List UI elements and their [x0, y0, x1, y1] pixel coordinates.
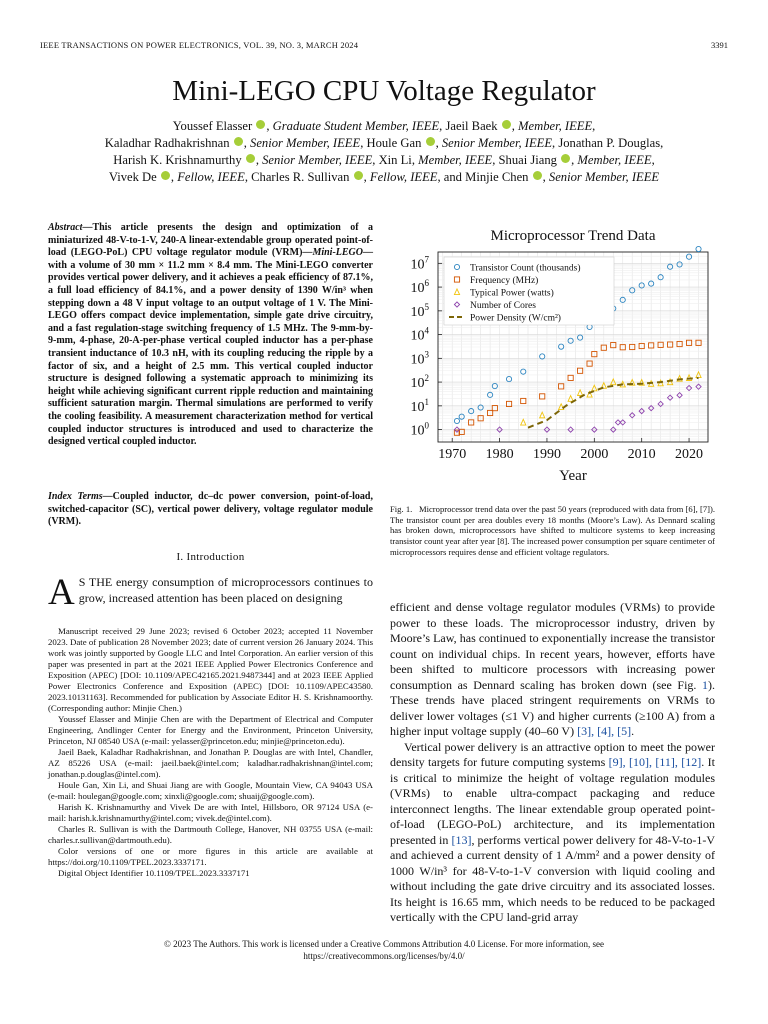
author-name: Charles R. Sullivan	[251, 170, 350, 184]
trend-chart	[390, 224, 715, 499]
drop-cap: A	[48, 572, 75, 613]
index-terms-label: Index Terms	[48, 491, 103, 502]
figure-caption	[390, 504, 715, 558]
author-role: Graduate Student Member, IEEE	[272, 119, 440, 133]
footnote-affiliation: Harish K. Krishnamurthy and Vivek De are with Intel, Hillsboro, OR 97124 USA (e-mail: harish.k.krishnamurthy@intel.com; vivek.de@intel.com).	[48, 802, 373, 823]
body-text: .	[631, 724, 635, 738]
orcid-icon[interactable]	[256, 120, 265, 129]
body-text-right	[390, 600, 715, 926]
abstract-italic: Mini-LEGO	[312, 247, 363, 259]
legend-label: Typical Power (watts)	[470, 288, 554, 299]
caption-label: Fig. 1.	[390, 504, 413, 514]
x-tick-label: 2020	[675, 447, 704, 462]
index-terms-text: —Coupled inductor, dc–dc power conversion, point-of-load, switched-capacitor (SC), vertical power delivery, voltage regulator module (VRM).	[48, 491, 373, 528]
x-axis-label: Year	[559, 468, 587, 484]
y-tick-label: $10^3$	[410, 349, 429, 368]
author-role: Member, IEEE	[577, 153, 652, 167]
y-tick-label: $10^2$	[410, 373, 429, 392]
data-point-square	[568, 375, 573, 380]
author-line-1: Youssef Elasser , Graduate Student Member, IEEE, Jaeil Baek , Member, IEEE,	[172, 119, 596, 133]
license-footer	[60, 939, 708, 962]
orcid-icon[interactable]	[161, 171, 170, 180]
author-role: Member, IEEE	[518, 119, 593, 133]
author-name: Houle Gan	[366, 136, 422, 150]
data-point-circle	[559, 344, 564, 349]
legend-label: Frequency (MHz)	[470, 276, 539, 286]
body-text: ). These trends have placed stringent requirements on VRMs to deliver lower voltages (≤1 V) and higher currents (≥100 A) from a higher input voltage supply (40–60 V)	[390, 677, 715, 738]
author-role: Member, IEEE	[418, 153, 493, 167]
orcid-icon[interactable]	[426, 137, 435, 146]
footnote-color-note: Color versions of one or more figures in this article are available at https://doi.org/10.1109/TPEL.2023.3337171.	[48, 846, 373, 867]
footnote-doi: Digital Object Identifier 10.1109/TPEL.2023.3337171	[58, 868, 250, 878]
footnote-manuscript: Manuscript received 29 June 2023; revised 6 October 2023; accepted 11 November 2023. Date of publication 28 November 2023; date of current version 26 January 2024. This work was jointly supported by Google LLC and Intel Corporation. An earlier version of this paper was presented in part at the 2021 IEEE Applied Power Electronics Conference and Exposition (APEC) [DOI: 10.1109/APEC42165.2021.9487344] and at 2023 IEEE Applied Power Electronics Conference and Exposition (APEC) [DOI: 10.1109/APEC43580. 2023.10131163]. Recommended for publication by Associate Editor H. S. Krishnamoorthy. (Corresponding author: Minjie Chen.)	[48, 626, 373, 713]
intro-paragraph	[48, 572, 373, 613]
intro-text: S THE energy consumption of microprocessors continues to grow, increased attention has been placed on designing	[78, 575, 373, 605]
trend-chart-svg	[390, 224, 715, 499]
y-tick-label: $10^6$	[410, 278, 429, 297]
y-tick-label: $10^0$	[410, 420, 429, 439]
section-heading: I. Introduction	[176, 551, 245, 563]
abstract	[48, 222, 373, 449]
author-line-2: Kaladhar Radhakrishnan , Senior Member, IEEE, Houle Gan , Senior Member, IEEE, Jonathan P. Douglas,	[104, 136, 664, 150]
citation-link[interactable]: [9], [10], [11], [12]	[608, 755, 702, 769]
footnotes	[48, 626, 373, 879]
caption-text: Microprocessor trend data over the past 50 years (reproduced with data from [6], [7]). The transistor count per area doubles every 18 months (Moore’s Law). As Dennard scaling has broken down, microprocessors have shifted to multicore systems to keep increasing transistor count year after year [8]. The increased power consumption per square centimeter of microprocessors requires dense and efficient voltage regulators.	[390, 504, 715, 557]
y-tick-label: $10^7$	[410, 254, 429, 273]
x-tick-label: 1970	[438, 447, 467, 462]
author-line-3: Harish K. Krishnamurthy , Senior Member, IEEE, Xin Li, Member, IEEE, Shuai Jiang , Member, IEEE,	[113, 153, 655, 167]
legend-label: Transistor Count (thousands)	[470, 263, 581, 274]
author-name: Minjie Chen	[465, 170, 529, 184]
author-name: Youssef Elasser	[172, 119, 253, 133]
author-list	[60, 118, 708, 186]
citation-link[interactable]: [3], [4], [5]	[577, 724, 632, 738]
author-role: Fellow, IEEE	[369, 170, 438, 184]
journal-header: IEEE TRANSACTIONS ON POWER ELECTRONICS, VOL. 39, NO. 3, MARCH 2024	[40, 40, 359, 50]
body-paragraph	[390, 600, 715, 740]
author-name: Jaeil Baek	[445, 119, 498, 133]
citation-link[interactable]: [13]	[451, 832, 472, 847]
footnote-affiliation: Charles R. Sullivan is with the Dartmouth College, Hanover, NH 03755 USA (e-mail: charles.r.sullivan@dartmouth.edu).	[48, 824, 373, 845]
author-role: Senior Member, IEEE	[250, 136, 361, 150]
author-name: Harish K. Krishnamurthy	[113, 153, 242, 167]
page-number: 3391	[711, 40, 728, 50]
footnote-affiliation: Houle Gan, Xin Li, and Shuai Jiang are with Google, Mountain View, CA 94043 USA (e-mail: houlegan@google.com; xinxli@google.com; shuaij@google.com).	[48, 780, 373, 801]
data-point-circle	[568, 338, 573, 343]
index-terms	[48, 491, 373, 529]
body-text: . It is critical to minimize the height of voltage regulation modules (VRMs) to enable ultra-compact packaging and reduce interconnect lengths. The linear extendable group operated point-of-load (LEGO-PoL) architecture, and its implementation presented in	[390, 755, 715, 847]
abstract-label: Abstract	[48, 222, 83, 233]
orcid-icon[interactable]	[502, 120, 511, 129]
x-tick-label: 2010	[627, 447, 656, 462]
author-name: Vivek De	[108, 170, 157, 184]
author-role: Senior Member, IEEE	[441, 136, 553, 150]
body-text: , performs vertical power delivery for 48-V-to-1-V and achieved a current density of 1 A/mm² and a power density of 1000 W/in³ for 48-V-to-1-V conversion with liquid cooling and without including the gate drive circuitry and its associated losses. Its height is 16.65 mm, which needs to be reduced to be packaged vertically with the CPU land-grid array	[390, 832, 716, 924]
license-link[interactable]: https://creativecommons.org/licenses/by/4.0/	[303, 950, 465, 961]
orcid-icon[interactable]	[561, 154, 570, 163]
author-line-4: Vivek De , Fellow, IEEE, Charles R. Sullivan , Fellow, IEEE, and Minjie Chen , Senior Member, IEEE	[108, 170, 660, 184]
x-tick-label: 1980	[485, 447, 514, 462]
author-name: Jonathan P. Douglas	[558, 136, 661, 150]
paper-title: Mini-LEGO CPU Voltage Regulator	[172, 75, 596, 107]
license-text: © 2023 The Authors. This work is licensed under a Creative Commons Attribution 4.0 License. For more information, see	[164, 939, 604, 949]
x-tick-label: 1990	[532, 447, 561, 462]
body-text: Vertical power delivery is an attractive option to meet the power density targets for future computing systems	[390, 739, 715, 769]
data-point-circle	[454, 418, 459, 423]
data-point-circle	[696, 246, 701, 251]
author-role: Senior Member, IEEE	[262, 153, 373, 167]
abstract-text: —This article presents the design and optimization of a miniaturized 48-V-to-1-V, 240-A linear-extendable group operated point-of-load (LEGO-PoL) CPU voltage regulator module (VRM)—	[48, 222, 373, 259]
abstract-text-2: —with a volume of 30 mm × 11.2 mm × 8.4 mm. The Mini-LEGO converter provides vertical power delivery, and it achieves a peak efficiency of 87.1%, a full load efficiency of 84.1%, and a power density of 1390 W/in³ when stepping down a 48 V input voltage to an output voltage of 1 V. The Mini-LEGO offers compact device implementation, simple gate drive circuitry, and a fast regulation-stage switching frequency of 1.5 MHz. The 9-mm-by-9-mm, 4-phase, 20-A-per-phase vertical coupled inductor has a per-phase transient inductance of 10.3 nH, with its coupling reducing the ripple by a factor of six, and a height of 2.5 mm. This vertical coupled inductor structure is designed following a systematic approach to minimizing its height while achieving significant current ripple reduction and maintaining sufficient saturation margin. Thermal simulations are performed to verify the cooling feasibility. A measurement characterization method for vertical coupled inductor structures is introduced and used to characterize the designed vertical coupled inductor.	[48, 247, 373, 448]
orcid-icon[interactable]	[533, 171, 542, 180]
orcid-icon[interactable]	[234, 137, 243, 146]
orcid-icon[interactable]	[246, 154, 255, 163]
author-name: Xin Li	[378, 153, 412, 167]
orcid-icon[interactable]	[354, 171, 363, 180]
legend-label: Power Density (W/cm²)	[470, 313, 561, 324]
x-tick-label: 2000	[580, 447, 609, 462]
body-text: efficient and dense voltage regulator modules (VRMs) to provide power to these loads. The microprocessor industry, driven by Moore’s Law, has continued to exponentially increase the transistor count on individual chips. In recent years, however, efforts have been shifted to multicore processors with increasing power consumption as Dennard scaling has broken down (see Fig.	[390, 600, 715, 692]
data-point-circle	[521, 369, 526, 374]
body-paragraph	[390, 740, 715, 926]
y-tick-label: $10^4$	[410, 325, 429, 344]
y-tick-label: $10^1$	[410, 396, 429, 415]
author-role: Fellow, IEEE	[177, 170, 245, 184]
author-role: Senior Member, IEEE	[548, 170, 660, 184]
chart-title: Microprocessor Trend Data	[490, 228, 656, 244]
footnote-affiliation: Youssef Elasser and Minjie Chen are with the Department of Electrical and Computer Engineering, Andlinger Center for Energy and the Environment, Princeton University, Princeton, NJ 08540 USA (e-mail: yelasser@princeton.edu; minjie@princeton.edu).	[48, 714, 373, 746]
author-name: Kaladhar Radhakrishnan	[104, 136, 230, 150]
footnote-affiliation: Jaeil Baek, Kaladhar Radhakrishnan, and Jonathan P. Douglas are with Intel, Chandler, AZ 85226 USA (e-mail: jaeil.baek@intel.com; kaladhar.radhakrishnan@intel.com; jonathan.p.douglas@intel.com).	[48, 747, 373, 779]
data-point-square	[521, 398, 526, 403]
y-tick-label: $10^5$	[410, 301, 429, 320]
author-name: Shuai Jiang	[498, 153, 557, 167]
figure-link[interactable]: 1	[702, 677, 708, 692]
legend-label: Number of Cores	[470, 301, 536, 311]
